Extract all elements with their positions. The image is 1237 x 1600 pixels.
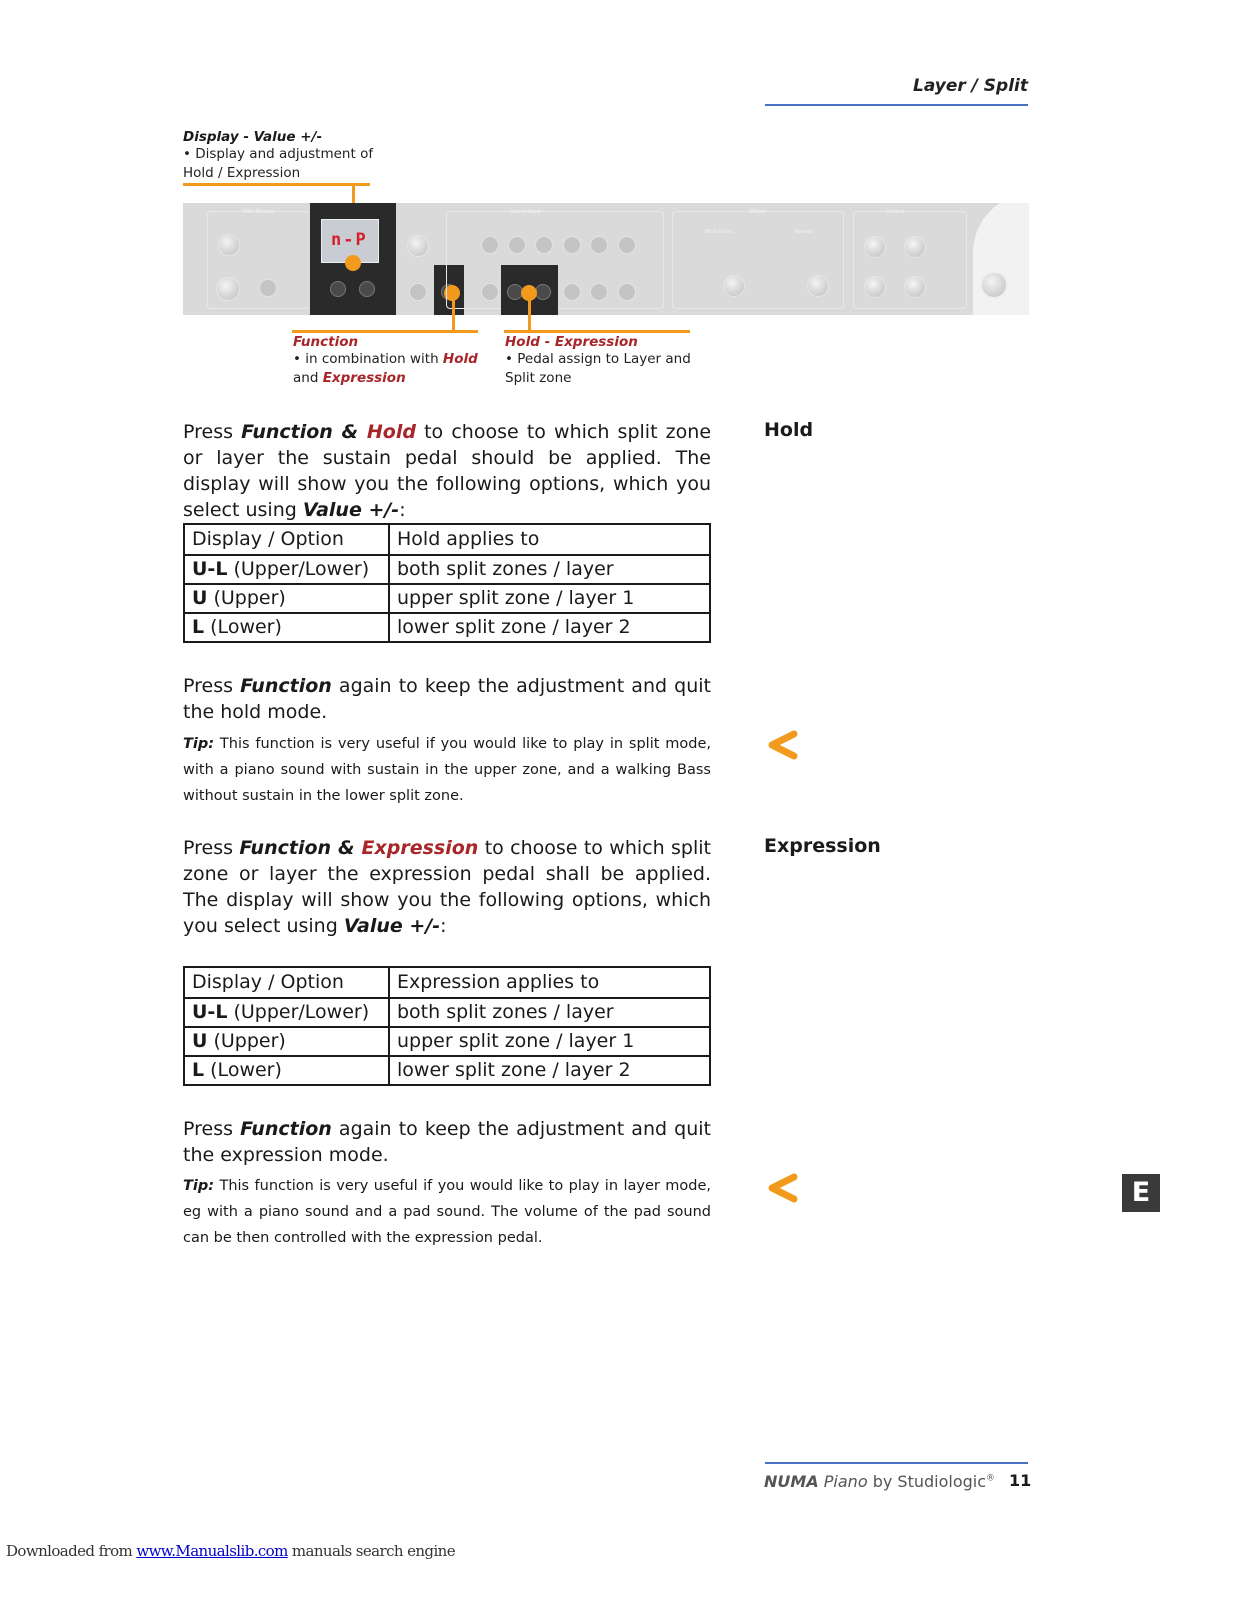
callout-hold-line1: • Pedal assign to Layer and — [505, 351, 691, 367]
callout-function-underline — [292, 330, 478, 333]
panel-curve — [973, 203, 1029, 315]
applies-cell: both split zones / layer — [389, 998, 710, 1027]
table-row — [184, 1027, 710, 1056]
table-header-row — [184, 524, 710, 555]
bank-button-5 — [590, 236, 608, 254]
control-panel-image — [183, 203, 1029, 315]
expression-intro-value: Value +/- — [343, 915, 441, 937]
option-desc: (Upper/Lower) — [227, 1001, 370, 1023]
hold-quit-p1: Press — [183, 675, 241, 697]
table-row — [184, 555, 710, 584]
option-cell — [184, 555, 389, 584]
option-code: U-L — [192, 558, 228, 580]
value-minus-button — [330, 281, 346, 297]
option-desc: (Upper) — [207, 1030, 286, 1052]
table-header-row — [184, 967, 710, 998]
table-row — [184, 1056, 710, 1085]
callout-hold-connector — [528, 290, 531, 332]
table-header-cell: Expression applies to — [389, 967, 710, 998]
callout-hold-underline — [504, 330, 690, 333]
expression-tip — [183, 1173, 711, 1251]
expression-intro-paragraph — [183, 835, 711, 939]
hold-intro-paragraph — [183, 419, 711, 523]
footer-brand-numa: NUMA — [764, 1472, 819, 1491]
organ1-button — [535, 284, 551, 300]
pad1-button — [481, 283, 499, 301]
treble-knob — [904, 236, 926, 258]
expression-tip-text: This function is very useful if you would like to play in layer mode, eg with a piano sound and a pad sound. The volume of the pad sound can be then controlled with the expression pedal. — [183, 1178, 711, 1246]
expression-quit-p1: Press — [183, 1118, 241, 1140]
option-code: U — [192, 587, 208, 609]
download-prefix: Downloaded from — [6, 1542, 137, 1560]
download-notice — [6, 1542, 455, 1560]
option-desc: (Lower) — [204, 1059, 282, 1081]
header-rule — [765, 104, 1028, 106]
expression-quit-paragraph — [183, 1116, 711, 1168]
option-code: U-L — [192, 1001, 228, 1023]
callout-display-title: Display - Value +/- — [183, 129, 323, 145]
side-heading-hold: Hold — [764, 419, 814, 441]
expression-intro-p3: : — [440, 915, 447, 937]
option-code: U — [192, 1030, 208, 1052]
bass2-button — [618, 283, 636, 301]
split-button — [409, 283, 427, 301]
applies-cell: lower split zone / layer 2 — [389, 1056, 710, 1085]
option-desc: (Lower) — [204, 616, 282, 638]
hold-quit-p2: again to keep the adjustment and quit the hold mode. — [183, 675, 712, 723]
tip-arrow-icon — [762, 1171, 802, 1205]
expression-options-table — [183, 966, 711, 1086]
expression-intro-expression: Expression — [361, 837, 479, 859]
hold-intro-p3: : — [399, 499, 406, 521]
organ2-button — [563, 283, 581, 301]
table-header-cell: Hold applies to — [389, 524, 710, 555]
callout-function-title: Function — [293, 334, 359, 350]
callout-hold-title: Hold - Expression — [505, 334, 638, 350]
expression-intro-p2: to choose to which split zone or layer the expression pedal shall be applied. The display will show you the following options, which you select using — [183, 837, 711, 937]
value-plus-button — [359, 281, 375, 297]
hold-options-table — [183, 523, 711, 643]
callout-function — [293, 334, 478, 388]
display-highlight-dot — [345, 255, 361, 271]
power-button — [980, 271, 1008, 299]
applies-cell: upper split zone / layer 1 — [389, 584, 710, 613]
callout-hold-line2: Split zone — [505, 370, 572, 386]
bank-button-3 — [535, 236, 553, 254]
expression-quit-p2: again to keep the adjustment and quit the expression mode. — [183, 1118, 712, 1166]
bank-button-1 — [481, 236, 499, 254]
callout-display — [183, 129, 373, 183]
registered-mark: ® — [986, 1473, 995, 1484]
bass-knob — [864, 236, 886, 258]
table-row — [184, 613, 710, 642]
table-header-cell: Display / Option — [184, 524, 389, 555]
section-title: Layer / Split — [912, 76, 1028, 96]
hold-intro-hold: Hold — [366, 421, 416, 443]
modulation-label: Modulation — [705, 229, 733, 235]
expression-intro-amp: & — [331, 837, 362, 859]
option-desc: (Upper/Lower) — [227, 558, 370, 580]
option-code: L — [192, 1059, 205, 1081]
bank-button-2 — [508, 236, 526, 254]
balance-knob — [864, 276, 886, 298]
hold-tip-text: This function is very useful if you would like to play in split mode, with a piano sound with sustain in the upper zone, and a walking Bass without sustain in the lower split zone. — [183, 736, 711, 804]
footer-brand-piano: Piano — [818, 1472, 868, 1491]
hold-intro-amp: & — [332, 421, 367, 443]
callout-function-connector — [452, 290, 455, 332]
expression-intro-function: Function — [239, 837, 332, 859]
callout-function-line2-prefix: and — [293, 370, 323, 386]
tip-arrow-icon — [762, 728, 802, 762]
manualslib-link[interactable]: www.Manualslib.com — [136, 1542, 288, 1560]
callout-function-line1 — [293, 350, 478, 369]
applies-cell: upper split zone / layer 1 — [389, 1027, 710, 1056]
callout-display-underline — [183, 183, 370, 186]
hold-tip-label: Tip: — [183, 736, 215, 752]
expression-tip-label: Tip: — [183, 1178, 215, 1194]
option-cell — [184, 613, 389, 642]
volume-knob — [904, 276, 926, 298]
midi-button — [259, 279, 277, 297]
modulation-knob — [723, 275, 745, 297]
option-cell — [184, 584, 389, 613]
sound-bank-label: Sound Bank — [511, 209, 541, 215]
bank-button-6 — [618, 236, 636, 254]
option-code: L — [192, 616, 205, 638]
midi-module-label: MIDI Module — [243, 209, 274, 215]
callout-function-expression: Expression — [322, 370, 406, 386]
bass1-button — [590, 283, 608, 301]
callout-function-hold: Hold — [442, 351, 478, 367]
hold-tip — [183, 731, 711, 809]
page-number: 11 — [1009, 1471, 1032, 1490]
midi-knob-top — [218, 234, 240, 256]
side-heading-expression: Expression — [764, 835, 881, 857]
footer-brand-studiologic: by Studiologic — [867, 1472, 986, 1491]
language-tab: E — [1122, 1174, 1160, 1212]
option-cell — [184, 1056, 389, 1085]
callout-function-line2 — [293, 369, 478, 388]
expression-quit-function: Function — [240, 1118, 332, 1140]
table-row — [184, 584, 710, 613]
option-cell — [184, 998, 389, 1027]
midi-knob-volume — [216, 277, 240, 301]
callout-display-line1: • Display and adjustment of — [183, 146, 374, 162]
hold-intro-value: Value +/- — [302, 499, 400, 521]
callout-function-line1-prefix: • in combination with — [293, 351, 443, 367]
hold-intro-p2: to choose to which split zone or layer the sustain pedal should be applied. The display will show you the following options, which you select using — [183, 421, 712, 521]
hold-intro-function: Function — [241, 421, 333, 443]
hold-intro-p1: Press — [183, 421, 242, 443]
applies-cell: both split zones / layer — [389, 555, 710, 584]
option-cell — [184, 1027, 389, 1056]
footer-rule — [765, 1462, 1028, 1464]
hold-quit-function: Function — [240, 675, 332, 697]
option-desc: (Upper) — [207, 587, 286, 609]
table-row — [184, 998, 710, 1027]
output-label: Output — [887, 209, 905, 215]
download-suffix: manuals search engine — [287, 1542, 455, 1560]
reverb-knob — [807, 275, 829, 297]
bank-knob — [407, 235, 429, 257]
footer-brand — [764, 1472, 995, 1491]
reverb-label: Reverb — [795, 229, 813, 235]
hold-quit-paragraph — [183, 673, 711, 725]
table-header-cell: Display / Option — [184, 967, 389, 998]
expression-intro-p1: Press — [183, 837, 240, 859]
callout-display-line2: Hold / Expression — [183, 165, 301, 181]
led-readout: n-P — [331, 230, 368, 250]
callout-hold-expression — [505, 334, 691, 388]
bank-button-4 — [563, 236, 581, 254]
applies-cell: lower split zone / layer 2 — [389, 613, 710, 642]
effects-label: Effects — [749, 209, 766, 215]
